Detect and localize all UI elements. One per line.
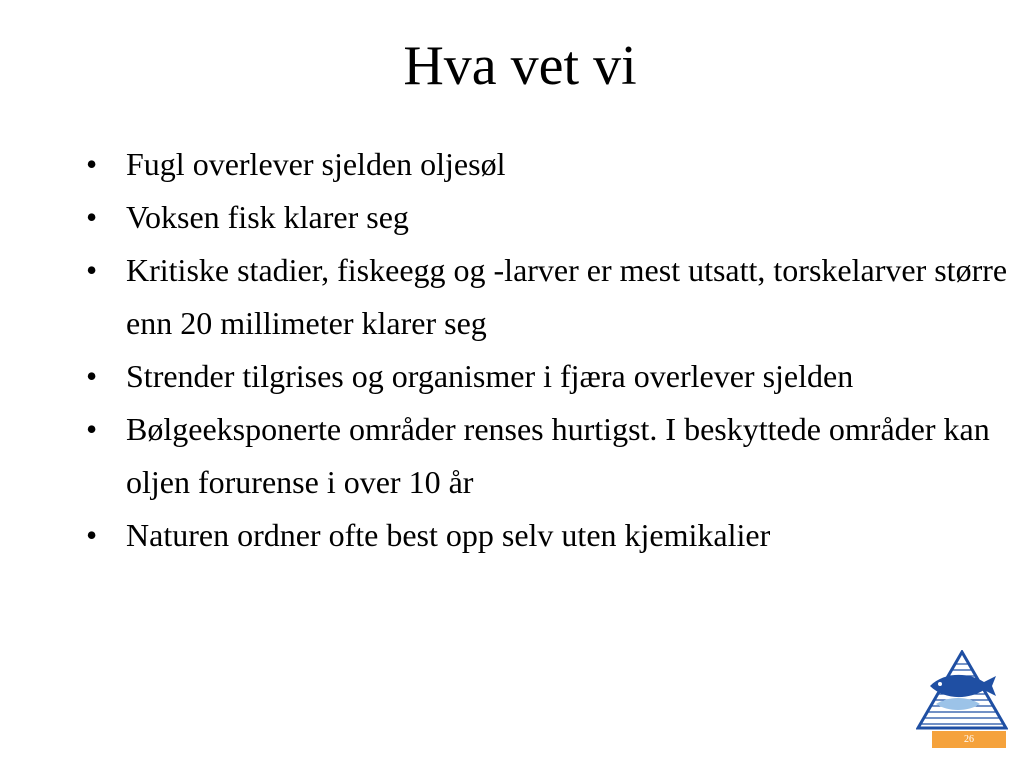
page-number-badge	[932, 731, 1006, 748]
bullet-text: Bølgeeksponerte områder renses hurtigst. I beskyttede områder kan oljen forurense i over 10 år	[126, 411, 990, 500]
bullet-dot: •	[86, 252, 98, 288]
bullet-text: Naturen ordner ofte best opp selv uten kjemikalier	[126, 517, 771, 553]
triangle-fish-logo-icon	[916, 650, 1008, 730]
list-item	[80, 138, 1010, 191]
list-item	[80, 403, 1010, 509]
list-item	[80, 244, 1010, 350]
bullet-dot: •	[86, 199, 98, 235]
page-number: 26	[964, 734, 974, 745]
bullet-text: Strender tilgrises og organismer i fjæra overlever sjelden	[126, 358, 854, 394]
bullet-dot: •	[86, 517, 98, 553]
bullet-text: Kritiske stadier, fiskeegg og -larver er mest utsatt, torskelarver større enn 20 millimeter klarer seg	[126, 252, 1008, 341]
slide-title: Hva vet vi	[403, 35, 637, 97]
bullet-text: Voksen fisk klarer seg	[126, 199, 409, 235]
bullet-dot: •	[86, 411, 98, 447]
list-item	[80, 509, 1010, 562]
bullet-dot: •	[86, 146, 98, 182]
list-item	[80, 191, 1010, 244]
bullet-text: Fugl overlever sjelden oljesøl	[126, 146, 506, 182]
bullet-dot: •	[86, 358, 98, 394]
bullet-list	[80, 138, 1010, 562]
list-item	[80, 350, 1010, 403]
